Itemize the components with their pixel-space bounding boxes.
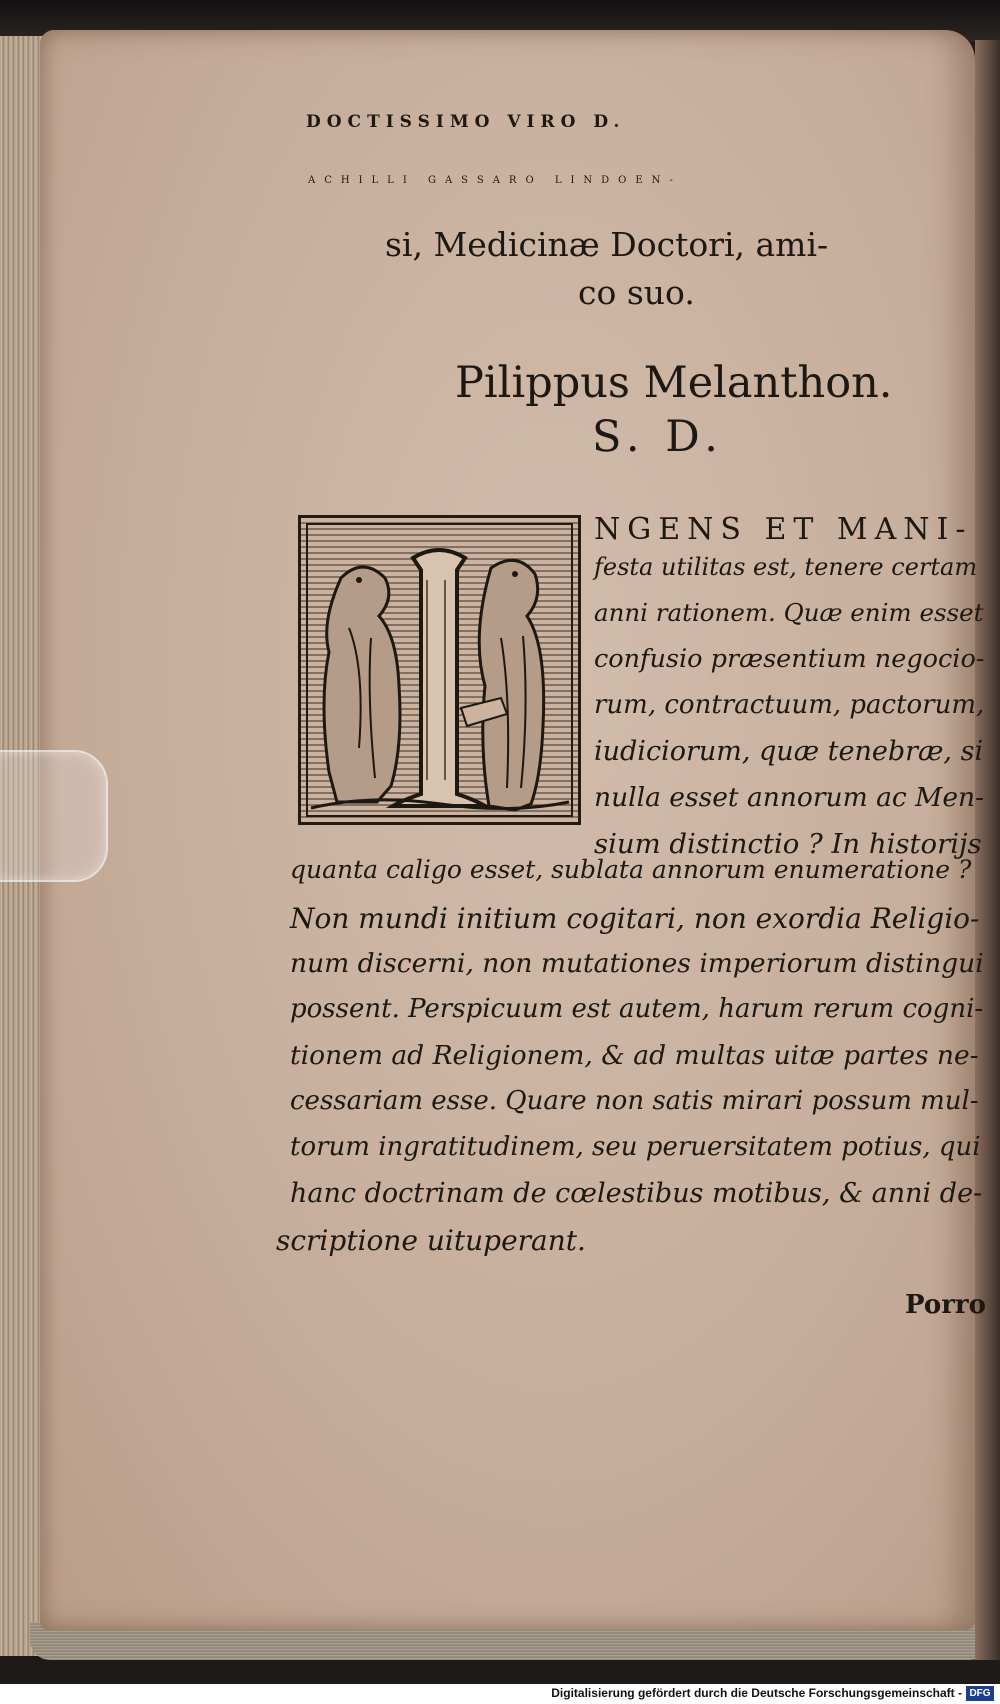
footer-credit-text: Digitalisierung gefördert durch die Deutsche Forschungsgemeinschaft -	[551, 1686, 962, 1700]
body-line-2: festa utilitas est, tenere certam	[594, 553, 978, 581]
dedication-heading-line-1: DOCTISSIMO VIRO D.	[306, 112, 626, 132]
body-line-5: rum, contractuum, pactorum,	[594, 690, 985, 720]
body-line-10: Non mundi initium cogitari, non exordia Religio-	[290, 902, 980, 935]
catchword: Porro	[905, 1290, 986, 1320]
initial-letter	[301, 518, 302, 519]
body-line-13: tionem ad Religionem, & ad multas uitæ partes ne-	[290, 1040, 979, 1071]
body-line-11: num discerni, non mutationes imperiorum distingui	[290, 948, 984, 979]
body-line-6: iudiciorum, quæ tenebræ, si	[594, 736, 984, 767]
body-line-7: nulla esset annorum ac Men-	[594, 782, 985, 813]
body-line-17: scriptione uituperant.	[276, 1224, 586, 1257]
body-line-14: cessariam esse. Quare non satis mirari possum mul-	[290, 1086, 979, 1116]
digitization-footer	[0, 1684, 1000, 1704]
dedication-heading-line-4: co suo.	[578, 273, 695, 312]
dedication-heading-line-3: si, Medicinæ Doctori, ami-	[385, 225, 829, 264]
page-clip	[0, 750, 108, 882]
body-line-4: confusio præsentium negocio-	[594, 644, 985, 674]
body-line-8: sium distinctio ? In historijs	[594, 828, 982, 860]
woodcut-initial	[298, 515, 581, 825]
body-line-1: NGENS ET MANI-	[594, 512, 973, 547]
dedication-heading-line-2: ACHILLI GASSARO LINDOEN-	[308, 175, 682, 186]
dfg-logo: DFG	[966, 1686, 994, 1701]
body-line-15: torum ingratitudinem, seu peruersitatem potius, qui	[290, 1132, 981, 1162]
body-line-9: quanta caligo esset, sublata annorum enumeratione ?	[290, 855, 972, 884]
salutation: S. D.	[592, 412, 724, 462]
author-name: Pilippus Melanthon.	[455, 358, 893, 408]
body-line-12: possent. Perspicuum est autem, harum rerum cogni-	[290, 994, 984, 1024]
body-line-16: hanc doctrinam de cœlestibus motibus, & anni de-	[290, 1178, 983, 1209]
body-line-3: anni rationem. Quæ enim esset	[594, 598, 984, 627]
woodcut-figures-illustration	[301, 518, 578, 822]
